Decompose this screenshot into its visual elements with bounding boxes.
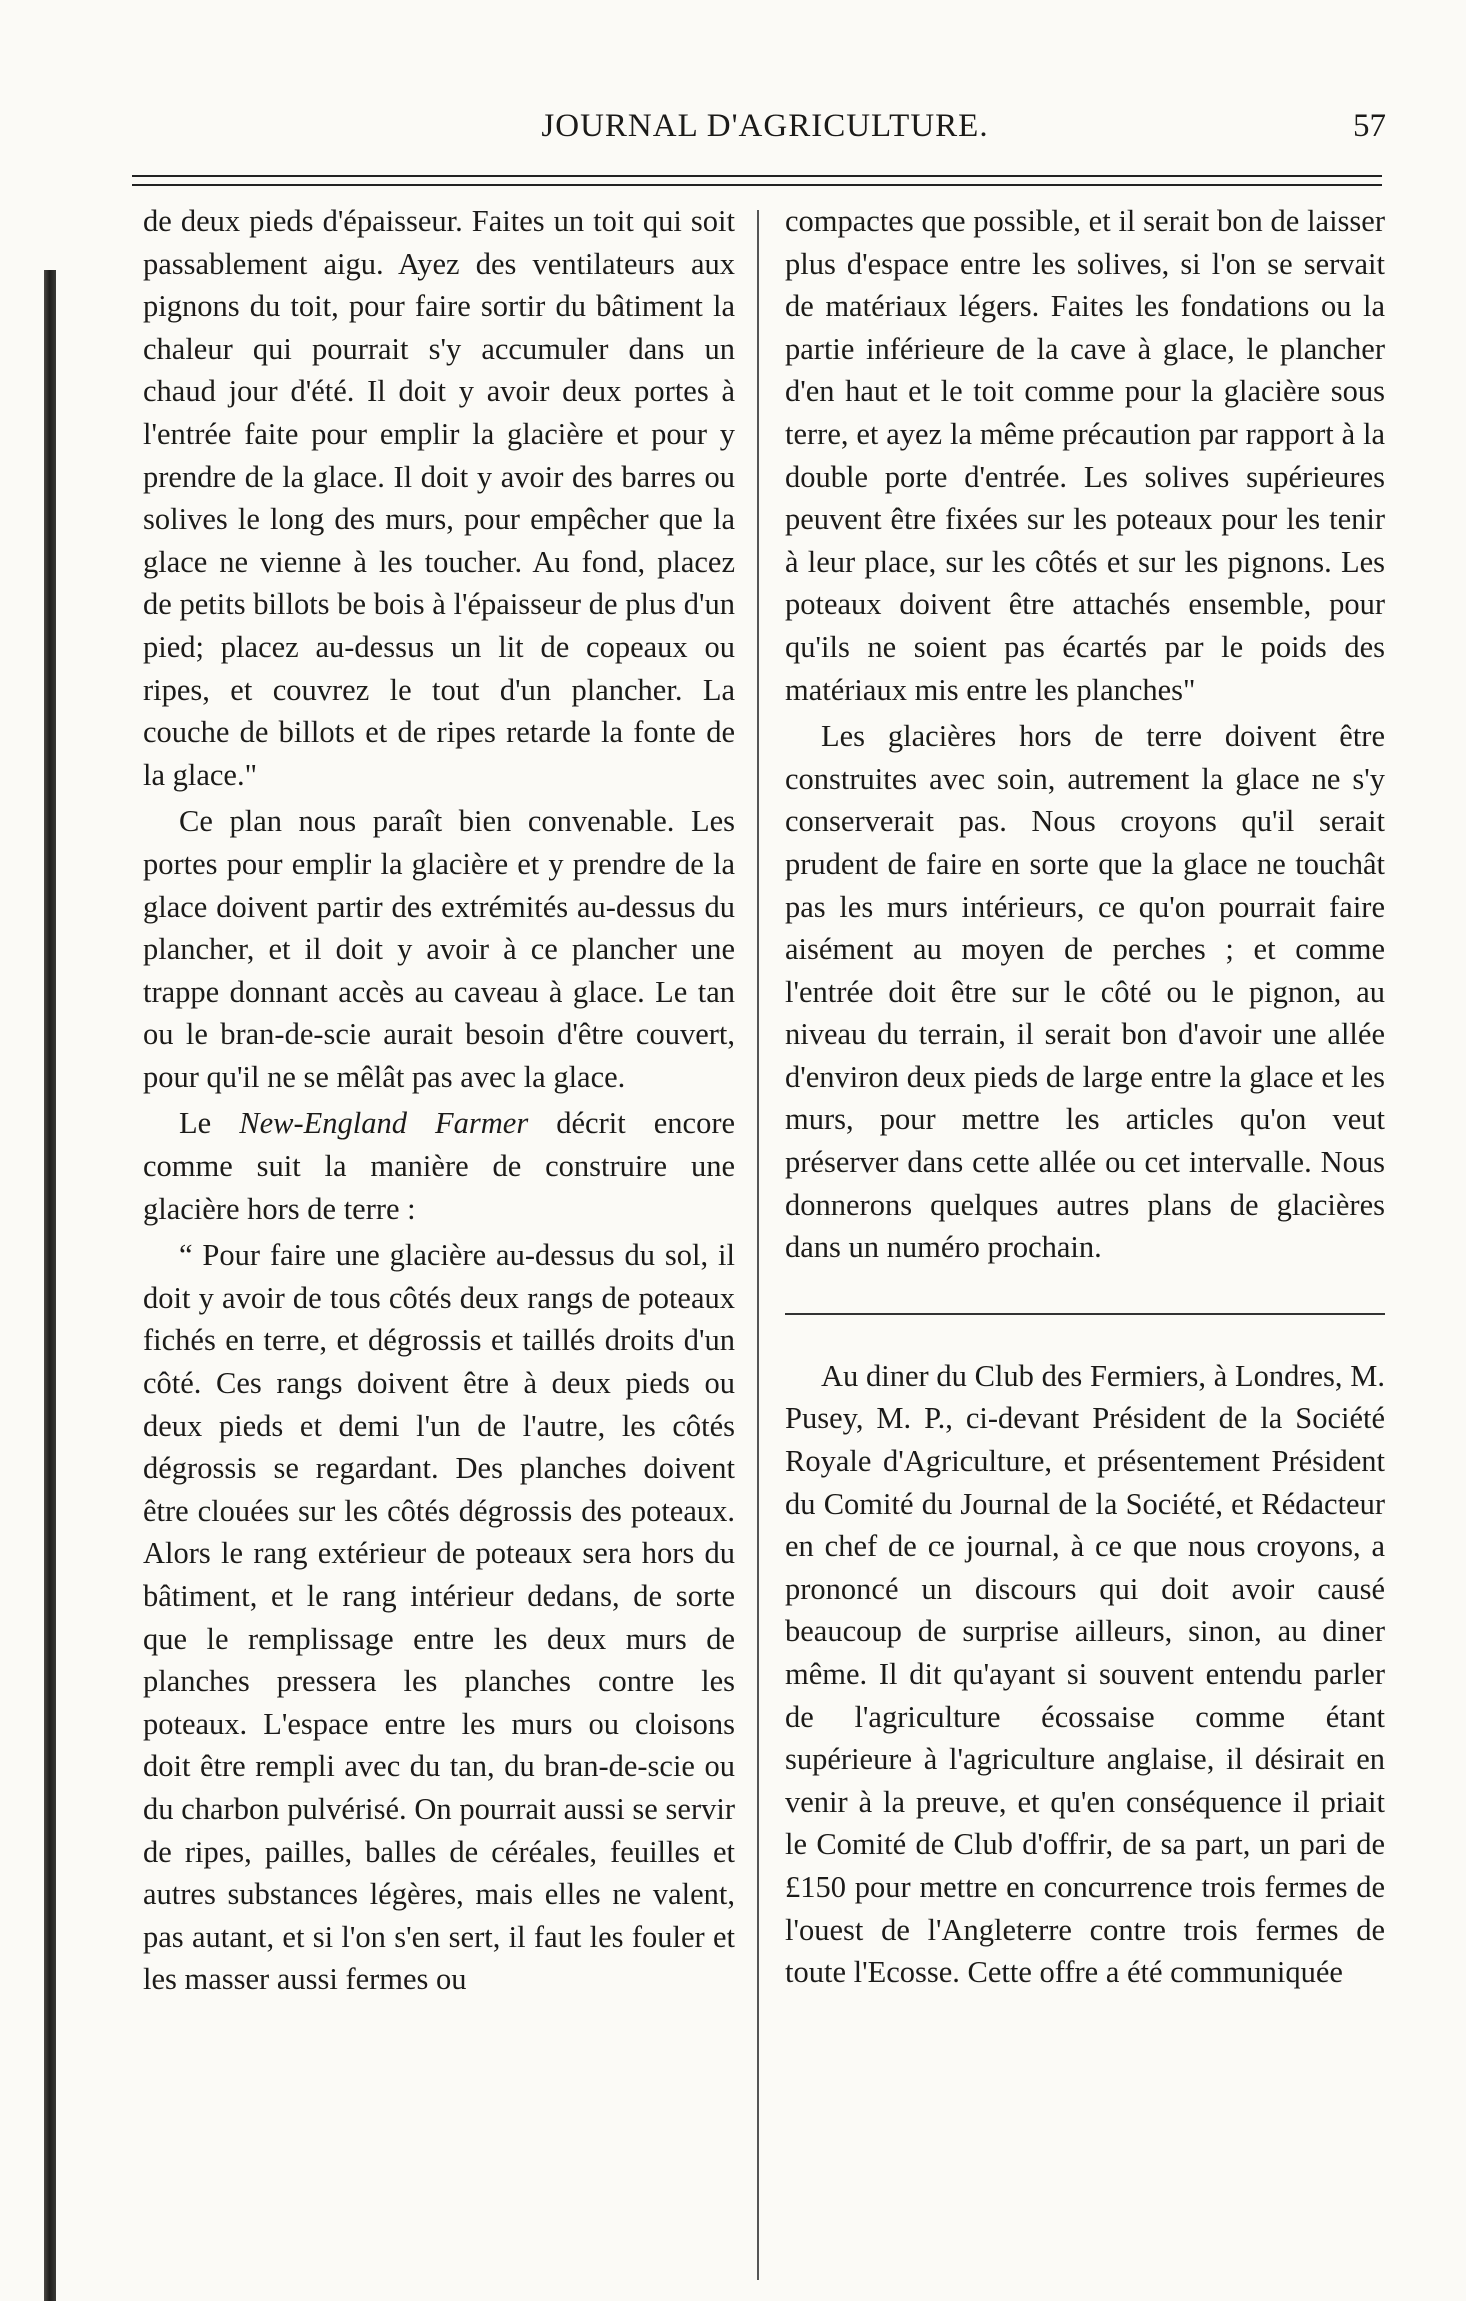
page-number: 57	[1353, 108, 1386, 144]
page-header	[130, 108, 1400, 158]
column-divider	[757, 210, 759, 2280]
paragraph: “ Pour faire une glacière au-dessus du sol, il doit y avoir de tous côtés deux rangs de poteaux fichés en terre, et dégrossis et taillés droits d'un côté. Ces rangs doivent être à deux pieds ou deux pieds et demi l'un de l'autre, les côtés dégrossis se regardant. Des planches doivent être clouées sur les côtés dégrossis des poteaux. Alors le rang extérieur de poteaux sera hors du bâtiment, et le rang intérieur dedans, de sorte que le remplissage entre les deux murs de planches pressera les planches contre les poteaux. L'espace entre les murs ou cloisons doit être rempli avec du tan, du bran-de-scie ou du charbon pulvérisé. On pourrait aussi se servir de ripes, pailles, balles de céréales, feuilles et autres substances légères, mais elles ne valent, pas autant, et si l'on s'en sert, il faut les fouler et les masser aussi fermes ou	[143, 1238, 735, 1997]
paragraph: Au diner du Club des Fermiers, à Londres, M. Pusey, M. P., ci-devant Président de la Société Royale d'Agriculture, et présentement Président du Comité du Journal de la Société, et Rédacteur en chef de ce journal, à ce que nous croyons, a prononcé un discours qui doit avoir causé beaucoup de surprise ailleurs, sinon, au diner même. Il dit qu'ayant si souvent entendu parler de l'agriculture écossaise comme étant supérieure à l'agriculture anglaise, il désirait en venir à la preuve, et qu'en conséquence il priait le Comité de Club d'offrir, de sa part, un pari de £150 pour mettre en concurrence trois fermes de l'ouest de l'Angleterre contre trois fermes de toute l'Ecosse. Cette offre a été communiquée	[785, 1358, 1385, 1990]
text: décrit encore comme suit la manière de construire une glacière hors de terre :	[143, 1106, 736, 1226]
header-double-rule	[132, 175, 1382, 186]
paragraph	[143, 1102, 735, 1230]
binding-edge	[44, 270, 56, 2301]
left-column	[143, 200, 735, 2005]
right-column	[785, 200, 1385, 1998]
paragraph: compactes que possible, et il serait bon de laisser plus d'espace entre les solives, si l'on se servait de matériaux légers. Faites les fondations ou la partie inférieure de la cave à glace, le plancher d'en haut et le toit comme pour la glacière sous terre, et ayez la même précaution par rapport à la double porte d'entrée. Les solives supérieures peuvent être fixées sur les poteaux pour les tenir à leur place, sur les côtés et sur les pignons. Les poteaux doivent être attachés ensemble, pour qu'ils ne soient pas écartés par le poids des matériaux mis entre les planches"	[785, 204, 1385, 707]
paragraph: Les glacières hors de terre doivent être construites avec soin, autrement la glace ne s'y conserverait pas. Nous croyons qu'il serait prudent de faire en sorte que la glace ne touchât pas les murs intérieurs, ce qu'on pourrait faire aisément au moyen de perches ; et comme l'entrée doit être sur le côté ou le pignon, au niveau du terrain, il serait bon d'avoir une allée d'environ deux pieds de large entre la glace et les murs, pour mettre les articles qu'on veut préserver dans cette allée ou cet intervalle. Nous donnerons quelques autres plans de glacières dans un numéro prochain.	[785, 719, 1385, 1265]
section-separator	[785, 1313, 1385, 1315]
text: Le	[179, 1106, 212, 1141]
paragraph: de deux pieds d'épaisseur. Faites un toit qui soit passablement aigu. Ayez des ventilateurs aux pignons du toit, pour faire sortir du bâtiment la chaleur qui pourrait s'y accumuler dans un chaud jour d'été. Il doit y avoir deux portes à l'entrée faite pour emplir la glacière et pour y prendre de la glace. Il doit y avoir des barres ou solives le long des murs, pour empêcher que la glace ne vienne à les toucher. Au fond, placez de petits billots be bois à l'épaisseur de plus d'un pied; placez au-dessus un lit de copeaux ou ripes, et couvrez le tout d'un plancher. La couche de billots et de ripes retarde la fonte de la glace."	[143, 204, 735, 792]
italic-title: New-England Farmer	[239, 1106, 529, 1141]
running-title: JOURNAL D'AGRICULTURE.	[541, 108, 989, 144]
paragraph: Ce plan nous paraît bien convenable. Les portes pour emplir la glacière et y prendre de la glace doivent partir des extrémités au-dessus du plancher, et il doit y avoir à ce plancher une trappe donnant accès au caveau à glace. Le tan ou le bran-de-scie aurait besoin d'être couvert, pour qu'il ne se mêlât pas avec la glace.	[143, 804, 735, 1094]
